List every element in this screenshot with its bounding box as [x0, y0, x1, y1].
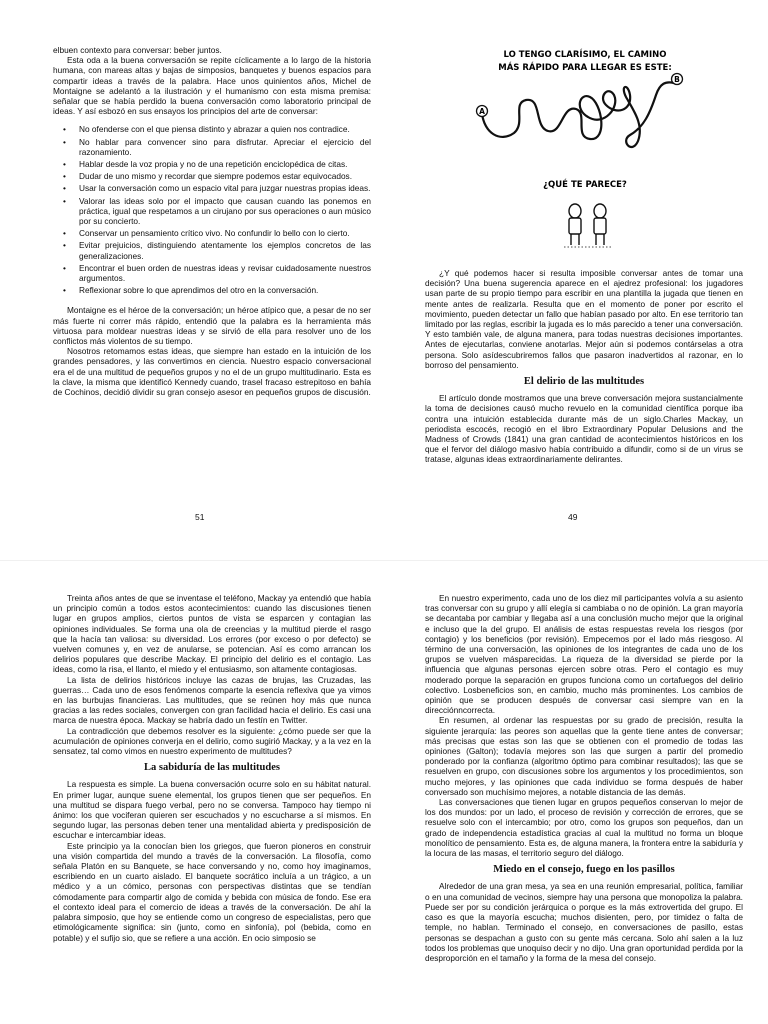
- paragraph: Esta oda a la buena conversación se repite cíclicamente a lo largo de la historia humana, con mareas altas y bajas de simposios, banquetes y buenos espacios para compartir ideas a través de la palabra. Hace unos quinientos años, Michel de Montaigne se adelantó a la ilustración y el humanismo con esta misma premisa: señalar que se había perdido la buena conversación como laboratorio principal de ideas. Y así esbozó en sus ensayos los principios del arte de conversar:: [53, 55, 371, 117]
- paragraph: Alrededor de una gran mesa, ya sea en una reunión empresarial, política, familiar o en una comunidad de vecinos, siempre hay una persona que monopoliza la palabra. Puede ser por su condición jerárquica o porque es la más extrovertida del grupo. El caso es que la mayoría escucha; muchos disienten, pero, por timidez o falta de temple, no hablan. Terminado el consejo, en conversaciones de pasillo, estas personas se despachan a gusto con su gente más cercana. Solo ahí salen a la luz todos los problemas que unoquiso decir y no dijo. Una gran oportunidad perdida por la desproporción en el tamaño y la forma de la mesa del consejo.: [425, 881, 743, 963]
- list-item: • Evitar prejuicios, distinguiendo atentamente los ejemplos concretos de las generalizaciones.: [71, 240, 371, 260]
- paragraph: elbuen contexto para conversar: beber juntos.: [53, 45, 222, 55]
- paragraph: En nuestro experimento, cada uno de los diez mil participantes volvía a su asiento tras conversar con su grupo y allí elegía si cambiaba o no de opinión. La gran mayoría se decantaba por cambiar y llegaba así a una conclusión mucho mejor que la original e incluso que la del grupo. El análisis de estas respuestas revela los riesgos (por contagio) y los beneficios (por revisión). Empecemos por el lado más riesgoso. Al término de una conversación, las opiniones de los integrantes de cada uno de los grupos se vuelven másparecidas. La riqueza de la diversidad se pierde por la influencia que algunas personas ejercen sobre otras. Pero el contagio es muy moderado porque la separación en grupos funciona como un cortafuegos del delirio colectivo. Losbeneficios son, en cambio, mucho más prominentes. Los cambios de opinión que se producen después de conversar casi siempre van en la direcciónncorrecta.: [425, 593, 743, 716]
- list-item: • Conservar un pensamiento crítico vivo. No confundir lo bello con lo cierto.: [71, 228, 371, 238]
- list-item: • Encontrar el buen orden de nuestras ideas y revisar cuidadosamente nuestros argumentos.: [71, 263, 371, 283]
- paragraph: Este principio ya la conocían bien los griegos, que fueron pioneros en construir una visión compartida del mundo a través de la conversación. La filosofía, como señala Platón en su Banquete, se hace conversando y no, como hoy imaginamos, escribiendo en un cuarto aislado. El banquete socrático incluía a un trágico, a un médico y a un cómico, personas con perspectivas distintas que se tendían cómodamente para compartir algo de comida y bebida con música de fondo. Ese era el contexto ideal para el comercio de ideas a través de la conversación. De ahí la palabra simposio, que hoy se entiende como un congreso de especialistas, pero que etimológicamente significa: sin (junto, como en sinfonía), pol (bebida, como en potable) y el sufijo sio, que se refiere a una acción. En ocio simposio se: [53, 840, 371, 943]
- point-b-label: B: [674, 75, 680, 84]
- page-divider: [0, 560, 768, 561]
- list-item: • No hablar para convencer sino para disfrutar. Apreciar el ejercicio del razonamiento.: [71, 137, 371, 157]
- paragraph: En resumen, al ordenar las respuestas por su grado de precisión, resulta la siguiente jerarquía: las peores son aquellas que la gente tiene antes de conversar; más precisas que estas son las que se obtienen con el promedio de todas las opiniones (Galton); todavía mejores son las que surgen a partir del promedio ponderado por la confianza (algoritmo óptimo para combinar resultados); las que se resuelven en grupo, con discusiones sobre los argumentos y los procedimientos, son mucho mejores, y las opiniones que cada individuo se forma después de haber conversado son muchísimo mejores, a notable distancia de las demás.: [425, 715, 743, 797]
- cartoon-question: ¿QUÉ TE PARECE?: [543, 180, 627, 190]
- paragraph: Treinta años antes de que se inventase el teléfono, Mackay ya entendió que había un principio común a todos estos acontecimientos: cuando las discusiones tienen lugar en grupos amplios, ciertos puntos de vista se esparcen y contagian las opiniones individuales. Se forma una ola de creencias y la multitud pierde el rasgo que la hacía tan valiosa: su diversidad. Los errores (por exceso o por defecto) se vuelven comunes y, en vez de anularse, se potencian. Así es como arrancan los delirios populares que describe Mackay. El principio del delirio es el contagio. Las ideas, como la risa, el llanto, el miedo y el entusiasmo, son altamente contagiosas.: [53, 593, 371, 675]
- section-heading: El delirio de las multitudes: [523, 376, 645, 388]
- paragraph: Montaigne es el héroe de la conversación; un héroe atípico que, a pesar de no ser más fuerte ni correr más rápido, entendió que la palabra es la herramienta más virtuosa para moldear nuestras ideas y se sirvió de ella para resolver uno de los conflictos más violentos de su tiempo.: [53, 305, 371, 347]
- cartoon-heading-line1: LO TENGO CLARÍSIMO, EL CAMINO: [503, 50, 667, 60]
- list-item: • Dudar de uno mismo y recordar que siempre podemos estar equivocados.: [71, 171, 371, 181]
- paragraph: La contradicción que debemos resolver es la siguiente: ¿cómo puede ser que la acumulación de opiniones converja en el delirio, como sugirió Mackay, y a la vez en la sensatez, tal como vimos en nuestro experimento de multitudes?: [53, 725, 371, 757]
- paragraph: La lista de delirios históricos incluye las cazas de brujas, las Cruzadas, las guerras… Cada uno de esos fenómenos comparte la esencia reflexiva que ya vimos en las burbujas financieras. Las multitudes, que se reúnen hoy más que nunca gracias a las redes sociales, convergen con gran facilidad hacia el delirio. Es casi una marca de nuestra época. Mackay se habría dado un festín en Twitter.: [53, 674, 371, 726]
- montaigne-principles-list: [53, 124, 371, 295]
- paragraph: El artículo donde mostramos que una breve conversación mejora sustancialmente la toma de decisiones causó mucho revuelo en la comunidad científica porque iba contra una intuición establecida durante más de un siglo.Charles Mackay, un periodista escocés, recogió en el libro Extraordinary Popular Delusions and the Madness of Crowds (1841) una gran cantidad de acontecimientos históricos en los que el fervor del diálogo masivo había contribuido a difundir, como si de un virus se tratase, algunas ideas extraordinariamente delirantes.: [425, 393, 743, 465]
- section-heading: La sabiduría de las multitudes: [144, 762, 280, 774]
- person-icon: [569, 204, 581, 245]
- page-number: 49: [568, 512, 578, 522]
- section-heading: Miedo en el consejo, fuego en los pasillos: [493, 864, 675, 876]
- paragraph: Las conversaciones que tienen lugar en grupos pequeños conservan lo mejor de los dos mundos: por un lado, el proceso de revisión y corrección de errores, que se resuelve solo con el intercambio; por otro, como los grupos son pequeños, dan un grado de independencia estadística gracias al cual la multitud no forma un bloque monolítico de pensamiento. Esta es, de alguna manera, la frontera entre la sabiduría y la locura de las masas, el territorio seguro del diálogo.: [425, 797, 743, 859]
- list-item: • Hablar desde la voz propia y no de una repetición enciclopédica de citas.: [71, 159, 371, 169]
- cartoon-heading-line2: MÁS RÁPIDO PARA LLEGAR ES ESTE:: [498, 63, 672, 73]
- paragraph: La respuesta es simple. La buena conversación ocurre solo en su hábitat natural. En primer lugar, aunque suene elemental, los grupos tienen que ser pequeños. En una multitud se dispara fuego verbal, pero no se conversa. Tampoco hay tiempo ni ánimo: los que vociferan quieren ser escuchados y no escucharse a sí mismos. En segundo lugar, las personas deben tener una mentalidad abierta y predisposición de escuchar e intercambiar ideas.: [53, 779, 371, 841]
- page-bottom-right-text: [425, 593, 743, 963]
- list-item: • Valorar las ideas solo por el impacto que causan cuando las ponemos en práctica, igual que respetamos a un cirujano por sus operaciones o aun músico por su concierto.: [71, 196, 371, 227]
- list-item: • No ofenderse con el que piensa distinto y abrazar a quien nos contradice.: [71, 124, 371, 134]
- page-number: 51: [195, 512, 205, 522]
- person-icon: [594, 204, 606, 245]
- page-bottom-left-text: [53, 593, 371, 943]
- page-49-text: [425, 268, 743, 465]
- tangled-path-icon: [482, 82, 674, 147]
- list-item: • Reflexionar sobre lo que aprendimos del otro en la conversación.: [71, 285, 371, 295]
- point-a-label: A: [479, 107, 485, 116]
- page-51-text: [53, 45, 371, 397]
- paragraph: Nosotros retomamos estas ideas, que siempre han estado en la intuición de los grandes pensadores, y las convertimos en ciencia. Nuestro espacio conversacional era el de una multitud de pequeños grupos y no el de un grupo multitudinario. Esta es la clave, la misma que identificó Kennedy cuando, trasel fracaso estrepitoso en bahía de Cochinos, decidió dividir su gran consejo asesor en pequeños grupos de discusión.: [53, 346, 371, 398]
- paragraph: ¿Y qué podemos hacer si resulta imposible conversar antes de tomar una decisión? Una buena sugerencia aparece en el ajedrez profesional: los jugadores usan parte de su propio tiempo para escribir en una plantilla la jugada que tienen en mente antes de realizarla. Resulta que en el momento de poner por escrito el movimiento, pueden detectar un fallo que habían pasado por alto. En ese territorio tan limitado por las reglas, escribir la jugada es lo más parecido a tener una conversación. Y esto también vale, de alguna manera, para todas nuestras decisiones importantes. Antes de ejecutarlas, conviene anotarlas. Mejor aún si podemos contárselas a otra persona. Solo asídescubriremos fallos que pasaron inadvertidos al razonar, en lo borroso del pensamiento.: [425, 268, 743, 370]
- cartoon-illustration: [470, 45, 700, 255]
- list-item: • Usar la conversación como un espacio vital para juzgar nuestras propias ideas.: [71, 183, 371, 193]
